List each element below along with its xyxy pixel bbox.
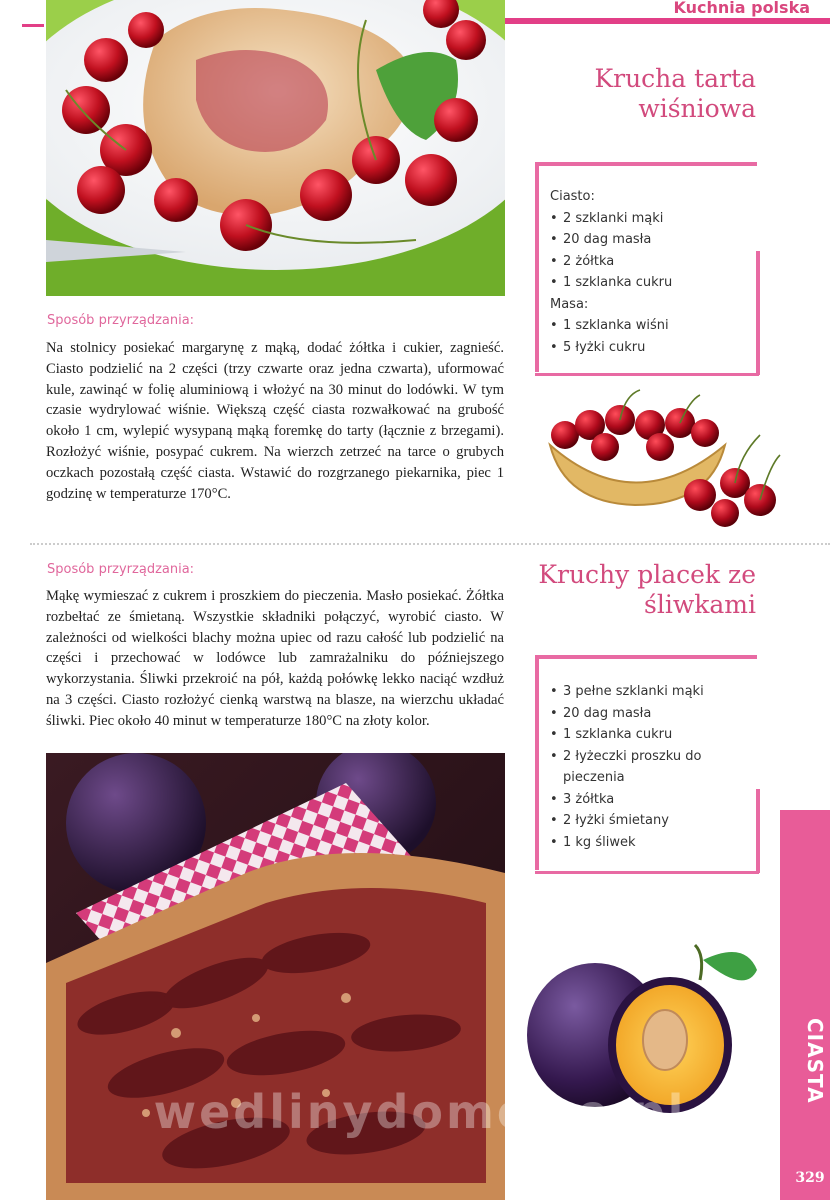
ingredient-item: • 2 łyżki śmietany xyxy=(550,810,750,832)
ingredient-item: • 5 łyżki cukru xyxy=(550,337,750,359)
section-divider xyxy=(30,543,830,545)
ingredient-item: • 1 szklanka cukru xyxy=(550,272,750,294)
recipe1-title-line1: Krucha tarta xyxy=(594,64,756,93)
recipe2-method-text: Mąkę wymieszać z cukrem i proszkiem do pieczenia. Masło posiekać. Żółtka rozbełtać ze śmietaną. Wszystkie składniki połączyć, wyrobić ciasto. W zależności od wielkości blachy można upiec od razu całość lub podzielić na części i przechować w lodówce lub zamrażalniku do późniejszego wykorzystania. Śliwki przekroić na pół, każdą połówkę lekko naciąć wzdłuż na 3 części. Ciasto rozłożyć cienką warstwą na blasze, na wierzchu układać śliwki. Piec około 40 minut w temperaturze 180°C na złoty kolor. xyxy=(46,588,504,729)
ingredient-item: • 1 kg śliwek xyxy=(550,832,750,854)
ingredient-item: • 2 żółtka xyxy=(550,251,750,273)
cherry-tart-photo xyxy=(46,0,505,296)
recipe1-title-line2: wiśniowa xyxy=(638,94,756,123)
recipe1-method-text: Na stolnicy posiekać margarynę z mąką, dodać żółtka i cukier, zagnieść. Ciasto podzielić na 2 części (trzy czwarte oraz jedna czwarta), uformować kule, zawinąć w folię aluminiową i włożyć na 30 minut do lodówki. W tym czasie wydrylować wiśnie. Większą część ciasta rozwałkować na grubość około 1 cm, wylepić wysypaną mąką foremkę do tarty (łącznie z brzegami). Rozłożyć wiśnie, posypać cukrem. Na wierzch zetrzeć na tarce o grubych oczkach pozostałą część ciasta. Wstawić do rozgrzanego piekarnika, piec 1 godzinę w temperaturze 170°C. xyxy=(46,340,504,502)
header-bar xyxy=(505,18,830,24)
recipe1-ingredients xyxy=(550,186,750,358)
recipe1-method-label: Sposób przyrządzania: xyxy=(47,313,195,328)
ingredients-heading-dough: Ciasto: xyxy=(550,189,595,204)
watermark: wedlinydomowe.pl xyxy=(153,1085,687,1139)
section-tab-label: CIASTA xyxy=(803,1018,827,1104)
corner-mark xyxy=(22,24,44,27)
page-number: 329 xyxy=(795,1170,825,1186)
ingredients-heading-filling: Masa: xyxy=(550,296,589,312)
ingredient-item: • 3 pełne szklanki mąki xyxy=(550,681,750,703)
ingredient-item: • 1 szklanka wiśni xyxy=(550,315,750,337)
cherry-basket-image xyxy=(540,385,790,530)
recipe2-ingredients xyxy=(550,681,750,853)
recipe2-title xyxy=(520,560,756,620)
recipe2-title-line2: śliwkami xyxy=(644,590,756,619)
recipe2-method-label: Sposób przyrządzania: xyxy=(47,562,195,577)
recipe2-title-line1: Kruchy placek ze xyxy=(538,560,756,589)
ingredient-item: • 20 dag masła xyxy=(550,703,750,725)
recipe1-title xyxy=(520,64,756,124)
ingredient-item: • 2 szklanki mąki xyxy=(550,208,750,230)
ingredient-item: • 2 łyżeczki proszku do pieczenia xyxy=(550,746,750,789)
ingredient-item: • 1 szklanka cukru xyxy=(550,724,750,746)
header-title: Kuchnia polska xyxy=(673,0,810,17)
ingredient-item: • 3 żółtka xyxy=(550,789,750,811)
ingredient-item: • 20 dag masła xyxy=(550,229,750,251)
